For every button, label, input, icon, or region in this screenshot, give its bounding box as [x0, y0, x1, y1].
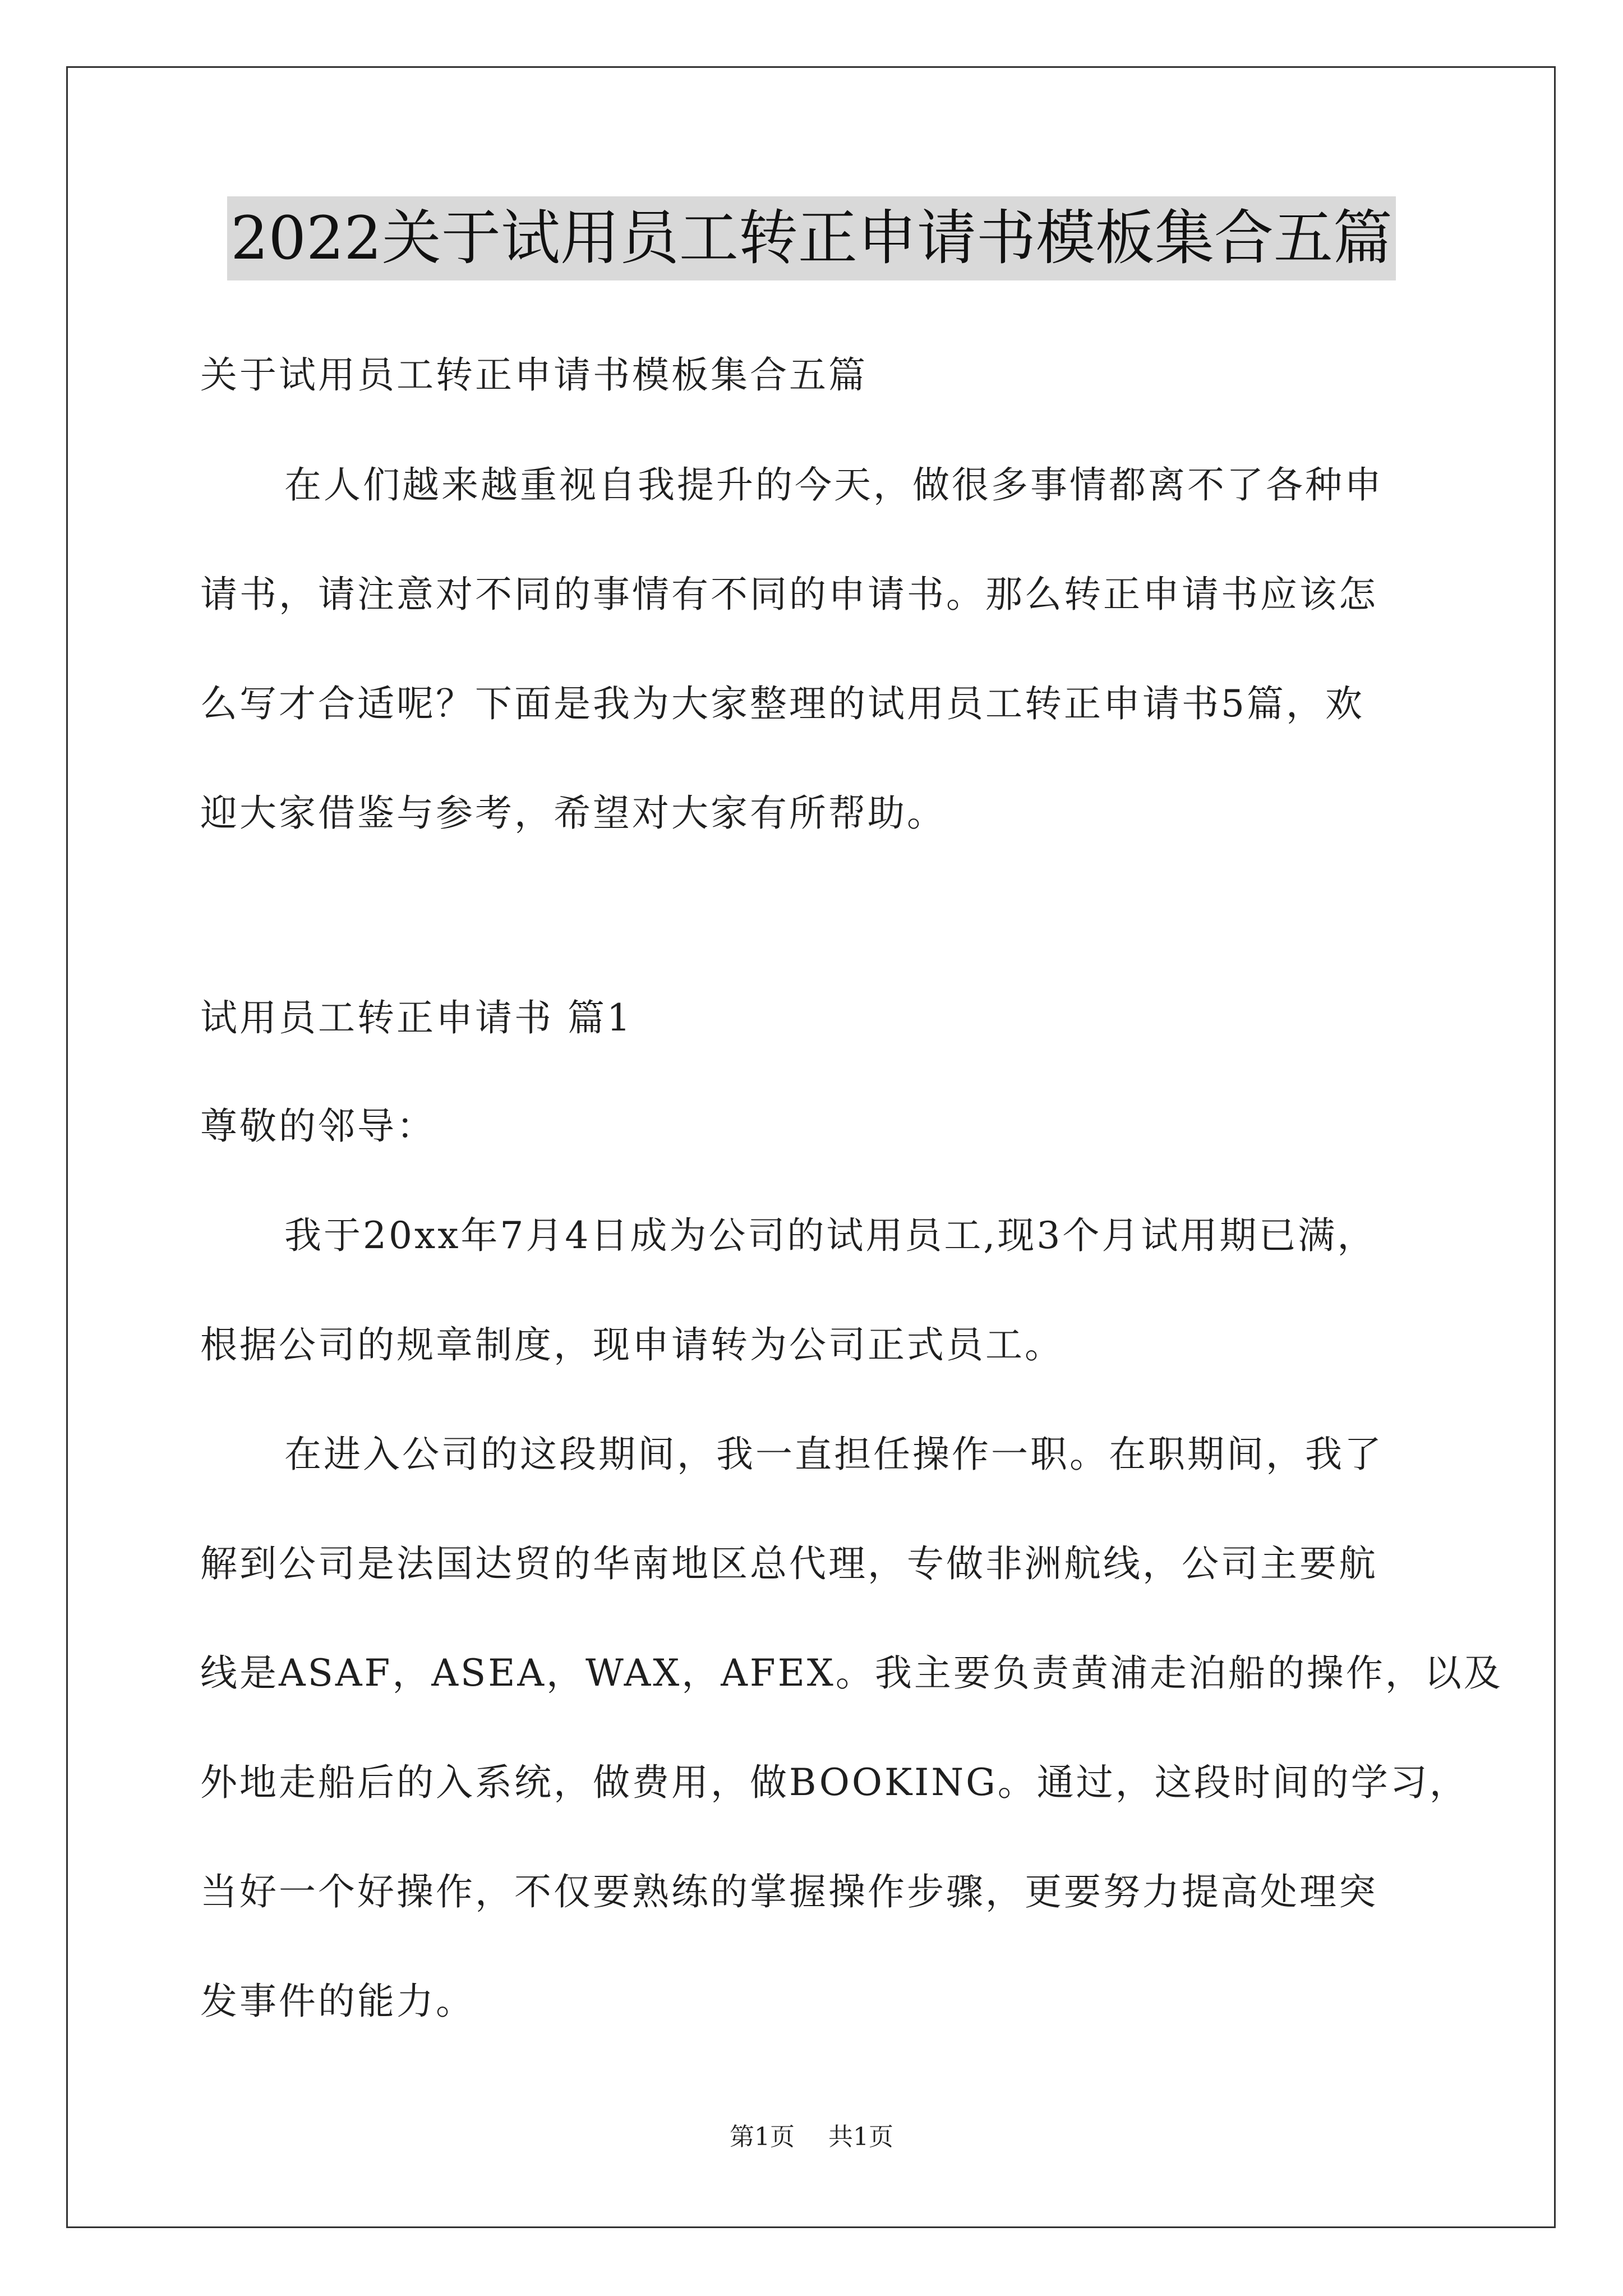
document-subtitle: 关于试用员工转正申请书模板集合五篇 [200, 353, 868, 397]
paragraph-line: 当好一个好操作，不仅要熟练的掌握操作步骤，更要努力提高处理突 [200, 1870, 1378, 1913]
page-number: 第1页 [730, 2123, 795, 2151]
section-heading: 试用员工转正申请书 篇1 [200, 996, 633, 1039]
page-total: 共1页 [828, 2123, 893, 2151]
title-container [0, 196, 1623, 280]
page-footer [0, 2120, 1623, 2154]
paragraph-line: 我于20xx年7月4日成为公司的试用员工,现3个月试用期已满， [284, 1214, 1377, 1257]
intro-line: 迎大家借鉴与参考，希望对大家有所帮助。 [200, 792, 946, 835]
paragraph-line: 根据公司的规章制度，现申请转为公司正式员工。 [200, 1323, 1064, 1366]
salutation: 尊敬的邻导： [200, 1105, 436, 1148]
intro-line: 么写才合适呢？下面是我为大家整理的试用员工转正申请书5篇，欢 [200, 682, 1364, 725]
intro-line: 请书，请注意对不同的事情有不同的申请书。那么转正申请书应该怎 [200, 573, 1378, 616]
document-title: 2022关于试用员工转正申请书模板集合五篇 [227, 196, 1396, 280]
paragraph-line: 解到公司是法国达贸的华南地区总代理，专做非洲航线，公司主要航 [200, 1542, 1378, 1585]
intro-line: 在人们越来越重视自我提升的今天，做很多事情都离不了各种申 [284, 463, 1384, 507]
paragraph-line: 在进入公司的这段期间，我一直担任操作一职。在职期间，我了 [284, 1433, 1384, 1476]
paragraph-line: 发事件的能力。 [200, 1980, 475, 2023]
paragraph-line: 线是ASAF，ASEA，WAX，AFEX。我主要负责黄浦走泊船的操作，以及 [200, 1651, 1503, 1695]
paragraph-line: 外地走船后的入系统，做费用，做BOOKING。通过，这段时间的学习， [200, 1761, 1469, 1804]
